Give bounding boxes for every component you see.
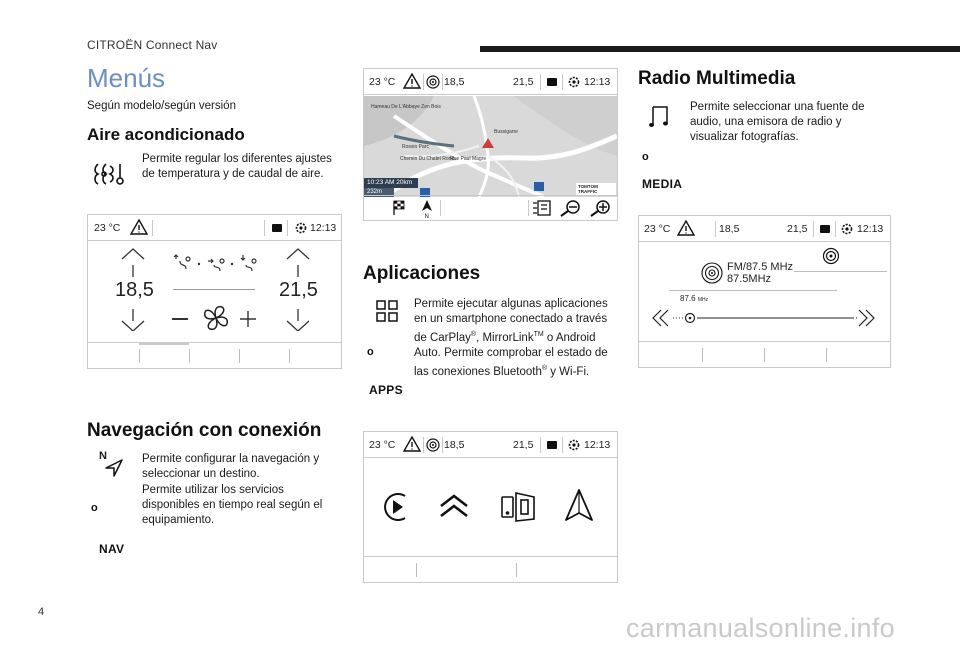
seek-back-icon — [653, 310, 668, 326]
climate-icon — [92, 160, 128, 188]
settings-icon[interactable] — [566, 437, 582, 456]
nav-arrow-icon — [104, 458, 124, 478]
eta-badge: 10:23 AM 20km — [364, 178, 418, 188]
apps-command-label: APPS — [369, 383, 403, 397]
page-title: Menús — [87, 63, 166, 93]
page-subtitle: Según modelo/según versión — [87, 100, 236, 112]
apps-description-5: y Wi-Fi. — [547, 365, 590, 378]
radio-or-label: o — [642, 151, 649, 163]
map-label: Chemin Du Chalet Rond — [400, 156, 455, 162]
status-bar — [88, 215, 341, 241]
warning-icon[interactable] — [130, 219, 148, 238]
nav-heading: Navegación con conexión — [87, 420, 322, 441]
nav-command-label: NAV — [99, 542, 125, 556]
phone-icon[interactable] — [545, 438, 559, 455]
bottom-bar — [364, 556, 617, 582]
left-temp: 18,5 — [444, 76, 465, 88]
settings-icon[interactable] — [839, 221, 855, 240]
status-bar — [639, 216, 890, 242]
destination-flag-icon[interactable] — [392, 200, 406, 216]
bottom-bar — [88, 342, 341, 368]
status-bar — [364, 432, 617, 458]
outside-temp: 23 °C — [94, 222, 121, 234]
header-rule — [480, 46, 960, 52]
nav-toolbar — [364, 195, 617, 220]
aire-description: Permite regular los diferentes ajustes de temperatura y de caudal de aire. — [142, 153, 332, 180]
seek-forward-icon — [859, 310, 874, 326]
frequency-label: 87.5MHz — [727, 273, 772, 285]
left-temp: 18,5 — [719, 223, 740, 235]
bottom-bar — [639, 341, 890, 367]
registered-mark: ® — [470, 331, 477, 338]
warning-icon[interactable] — [677, 220, 695, 239]
right-temp: 21,5 — [787, 223, 808, 235]
settings-icon[interactable] — [566, 74, 582, 93]
left-temp-value: 18,5 — [115, 279, 154, 301]
apps-description-3: o Android Auto. — [414, 331, 596, 359]
zoom-out-icon[interactable] — [558, 199, 582, 217]
map-label: Bussigarre — [494, 129, 518, 135]
fan-increase-icon[interactable] — [239, 310, 257, 328]
map-settings-icon[interactable] — [532, 199, 552, 217]
clock: 12:13 — [584, 439, 611, 451]
trademark-mark: TM — [533, 331, 544, 338]
outside-temp: 23 °C — [644, 223, 671, 235]
nav-or-label: o — [91, 502, 98, 514]
aire-heading: Aire acondicionado — [87, 125, 245, 144]
clock: 12:13 — [310, 222, 337, 234]
right-temp: 21,5 — [513, 439, 534, 451]
carplay-icon[interactable] — [381, 490, 411, 524]
music-note-icon — [648, 104, 670, 128]
clock: 12:13 — [584, 76, 611, 88]
right-temp: 21,5 — [513, 76, 534, 88]
radio-source-icon[interactable] — [822, 247, 840, 265]
radio-station-icon — [701, 262, 723, 284]
airflow-distribution-icon[interactable] — [172, 251, 262, 273]
brand-label: CITROËN Connect Nav — [87, 38, 218, 52]
page-number: 4 — [38, 606, 45, 618]
apps-or-label: o — [367, 346, 374, 358]
clock: 12:13 — [857, 223, 884, 235]
apps-screen — [363, 431, 618, 583]
left-temp: 18,5 — [444, 439, 465, 451]
registered-mark: ® — [541, 364, 548, 372]
phone-icon[interactable] — [270, 221, 284, 238]
connected-icon[interactable] — [426, 438, 440, 455]
mirrorlink-icon[interactable] — [438, 494, 470, 520]
settings-icon[interactable] — [293, 220, 309, 239]
nav-description-1: Permite configurar la navegación y seleccionar un destino. — [142, 453, 320, 480]
tuner-value: 87.6 MHz — [680, 294, 709, 303]
apps-description-2: MirrorLink — [482, 331, 534, 344]
navigation-screen — [363, 68, 618, 221]
connected-apps-icon[interactable] — [499, 490, 537, 524]
phone-icon[interactable] — [545, 75, 559, 92]
distance-badge: 232m — [364, 188, 394, 197]
radio-heading: Radio Multimedia — [638, 68, 796, 89]
fan-icon — [201, 303, 231, 333]
apps-description-4: Permite comprobar el estado de las conexiones Bluetooth — [414, 346, 608, 378]
map-label: Rossin Parc — [402, 144, 429, 150]
android-auto-icon[interactable] — [564, 488, 594, 524]
map-label: Hameau De L'Abbaye Zen Bois — [371, 104, 441, 110]
outside-temp: 23 °C — [369, 76, 396, 88]
phone-icon[interactable] — [818, 222, 832, 239]
radio-screen — [638, 215, 891, 368]
right-temp-value: 21,5 — [279, 279, 318, 301]
climate-screen — [87, 214, 342, 369]
warning-icon[interactable] — [403, 73, 421, 92]
nav-description-2: Permite utilizar los servicios disponibles en tiempo real según el equipamiento. — [142, 484, 323, 526]
nav-icon-letter: N — [99, 450, 107, 462]
svg-text:N: N — [424, 214, 429, 219]
status-bar — [364, 69, 617, 95]
apps-description-1: Permite ejecutar algunas aplicaciones en un smartphone conectado a través de CarPlay — [414, 298, 608, 344]
connected-icon[interactable] — [426, 75, 440, 92]
watermark: carmanualsonline.info — [626, 613, 895, 643]
radio-command-label: MEDIA — [642, 177, 683, 191]
apps-grid-icon — [375, 299, 399, 323]
map-label: Rue Paul Magre — [450, 156, 487, 162]
tuner-slider[interactable] — [649, 306, 879, 330]
tomtom-traffic-logo: TOMTOM TRAFFIC — [576, 183, 616, 195]
radio-description: Permite seleccionar una fuente de audio, una emisora de radio y visualizar fotografías. — [690, 101, 865, 143]
compass-north-icon[interactable] — [420, 199, 434, 219]
outside-temp: 23 °C — [369, 439, 396, 451]
fan-decrease-icon[interactable] — [172, 318, 188, 320]
zoom-in-icon[interactable] — [588, 199, 612, 217]
warning-icon[interactable] — [403, 436, 421, 455]
station-label: FM/87.5 MHz — [727, 261, 794, 273]
apps-description: Permite ejecutar algunas aplicaciones en un smartphone conectado a través de CarPlay®, MirrorLink™ o Android Auto. Permite comprobar el estado de las conexiones Bluetooth® y Wi-Fi. — [414, 298, 608, 378]
apps-heading: Aplicaciones — [363, 263, 481, 284]
